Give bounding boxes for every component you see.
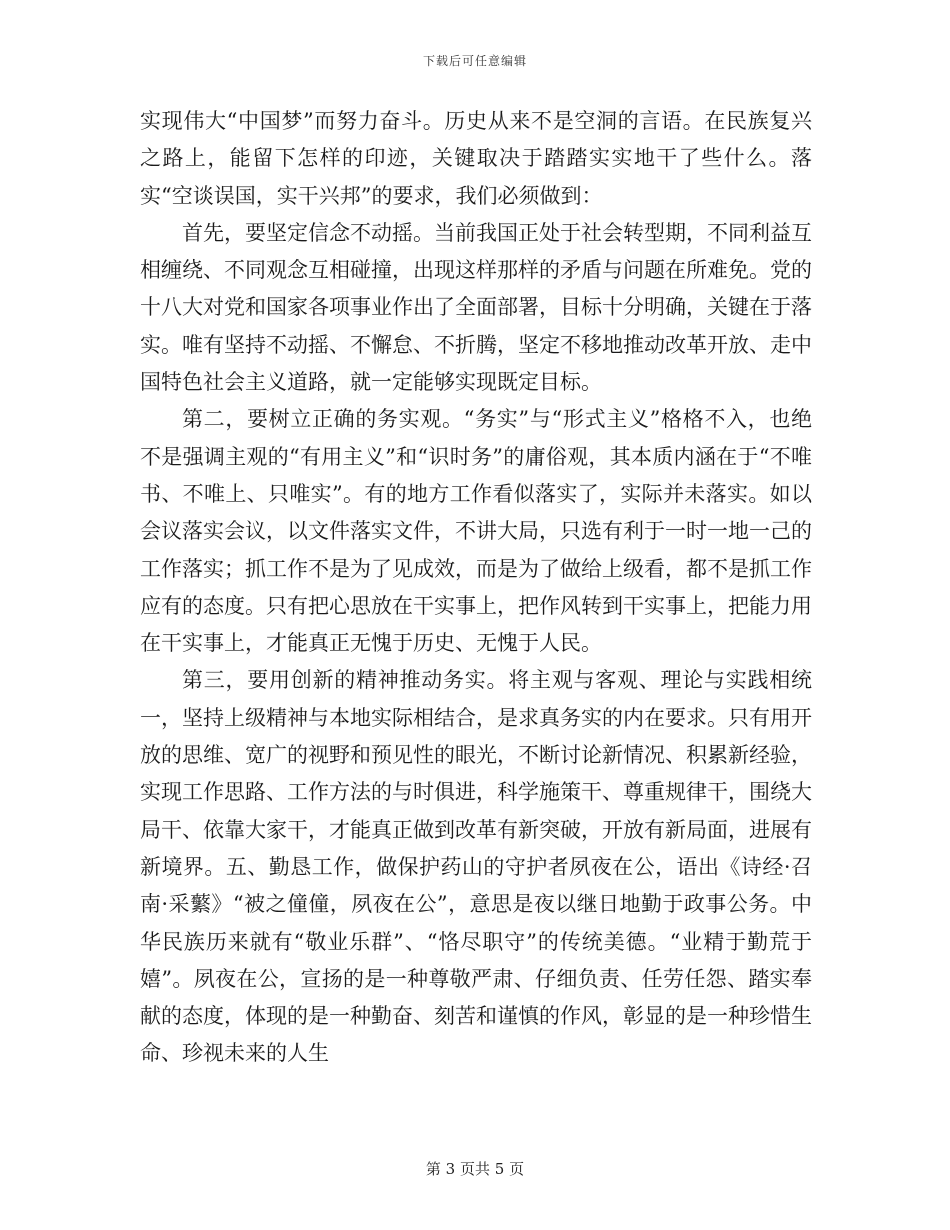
paragraph-2: 首先，要坚定信念不动摇。当前我国正处于社会转型期，不同利益互相缠绕、不同观念互相碰撞，出现这样那样的矛盾与问题在所难免。党的十八大对党和国家各项事业作出了全面部署，目标十分明确，关键在于落实。唯有坚持不动摇、不懈怠、不折腾，坚定不移地推动改革开放、走中国特色社会主义道路，就一定能够实现既定目标。 (140, 220, 812, 395)
paragraph-1: 实现伟大“中国梦”而努力奋斗。历史从来不是空洞的言语。在民族复兴之路上，能留下怎样的印迹，关键取决于踏踏实实地干了些什么。落实“空谈误国，实干兴邦”的要求，我们必须做到： (140, 109, 812, 208)
paragraph-3: 第二，要树立正确的务实观。“务实”与“形式主义”格格不入，也绝不是强调主观的“有用主义”和“识时务”的庸俗观，其本质内涵在于“不唯书、不唯上、只唯实”。有的地方工作看似落实了，实际并未落实。如以会议落实会议，以文件落实文件，不讲大局，只选有利于一时一地一己的工作落实；抓工作不是为了见成效，而是为了做给上级看，都不是抓工作应有的态度。只有把心思放在干实事上，把作风转到干实事上，把能力用在干实事上，才能真正无愧于历史、无愧于人民。 (140, 407, 812, 656)
document-body (140, 103, 812, 1073)
page-header-note: 下载后可任意编辑 (422, 54, 527, 68)
page-number: 第 3 页共 5 页 (425, 1160, 525, 1178)
paragraph-4: 第三，要用创新的精神推动务实。将主观与客观、理论与实践相统一，坚持上级精神与本地实际相结合，是求真务实的内在要求。只有用开放的思维、宽广的视野和预见性的眼光，不断讨论新情况、积累新经验，实现工作思路、工作方法的与时俱进，科学施策干、尊重规律干，围绕大局干、依靠大家干，才能真正做到改革有新突破，开放有新局面，进展有新境界。五、勤恳工作，做保护药山的守护者夙夜在公，语出《诗经·召南·采蘩》“被之僮僮，夙夜在公”，意思是夜以继日地勤于政事公务。中华民族历来就有“敬业乐群”、“恪尽职守”的传统美德。“业精于勤荒于嬉”。夙夜在公，宣扬的是一种尊敬严肃、仔细负责、任劳任怨、踏实奉献的态度，体现的是一种勤奋、刻苦和谨慎的作风，彰显的是一种珍惜生命、珍视未来的人生 (140, 668, 812, 1066)
